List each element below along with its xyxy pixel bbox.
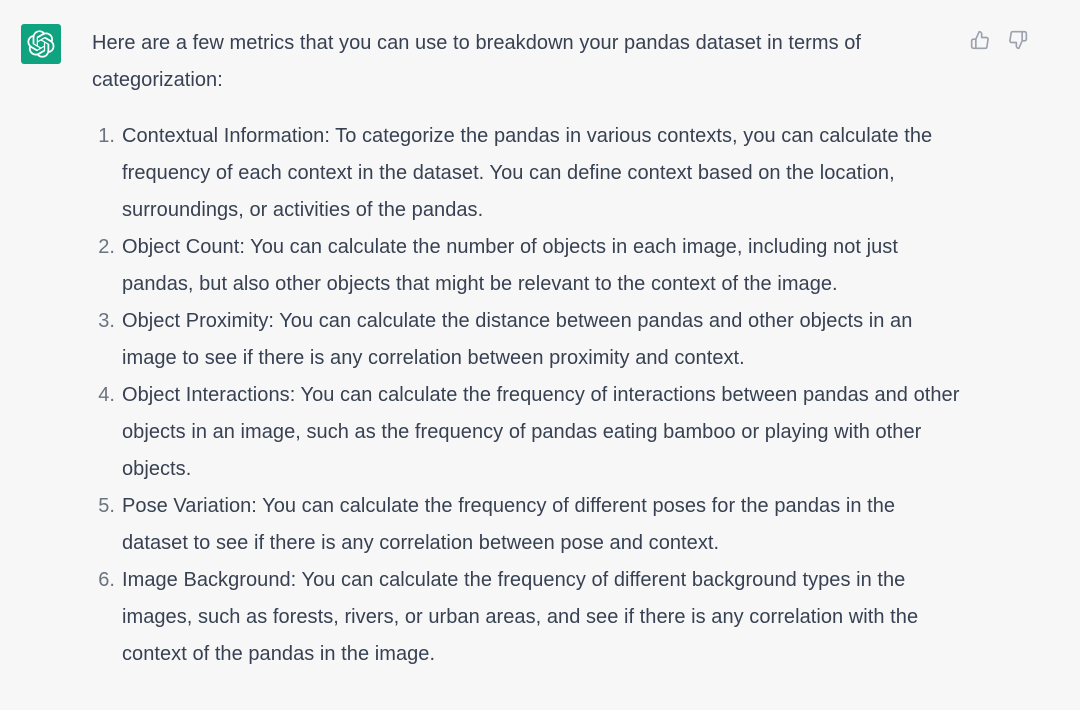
list-item-number: 6. bbox=[98, 569, 115, 591]
list-item bbox=[92, 562, 962, 673]
list-item-number: 2. bbox=[98, 236, 115, 258]
list-item-text: Contextual Information: To categorize the pandas in various contexts, you can calculate the frequency of each context in the dataset. You can define context based on the location, surroundings, or activities of the pandas. bbox=[122, 125, 933, 221]
list-item bbox=[92, 229, 962, 303]
list-item-text: Object Proximity: You can calculate the distance between pandas and other objects in an image to see if there is any correlation between proximity and context. bbox=[122, 310, 913, 369]
list-item bbox=[92, 488, 962, 562]
thumbs-up-button[interactable] bbox=[968, 28, 992, 52]
metrics-list bbox=[92, 118, 962, 673]
list-item-number: 5. bbox=[98, 495, 115, 517]
thumbs-up-icon bbox=[970, 30, 990, 50]
openai-logo-icon bbox=[27, 30, 55, 58]
list-item bbox=[92, 118, 962, 229]
list-item-text: Pose Variation: You can calculate the frequency of different poses for the pandas in the dataset to see if there is any correlation between pose and context. bbox=[122, 495, 896, 554]
list-item bbox=[92, 303, 962, 377]
list-item-text: Object Count: You can calculate the number of objects in each image, including not just pandas, but also other objects that might be relevant to the context of the image. bbox=[122, 236, 898, 295]
list-item-number: 1. bbox=[98, 125, 115, 147]
thumbs-down-icon bbox=[1008, 30, 1028, 50]
message-content bbox=[92, 25, 962, 673]
assistant-avatar bbox=[21, 24, 61, 64]
thumbs-down-button[interactable] bbox=[1006, 28, 1030, 52]
list-item-text: Image Background: You can calculate the frequency of different background types in the images, such as forests, rivers, or urban areas, and see if there is any correlation with the context of the pandas in the image. bbox=[122, 569, 919, 665]
list-item bbox=[92, 377, 962, 488]
list-item-text: Object Interactions: You can calculate the frequency of interactions between pandas and other objects in an image, such as the frequency of pandas eating bamboo or playing with other objects. bbox=[122, 384, 960, 480]
list-item-number: 3. bbox=[98, 310, 115, 332]
list-item-number: 4. bbox=[98, 384, 115, 406]
intro-paragraph: Here are a few metrics that you can use to breakdown your pandas dataset in terms of categorization: bbox=[92, 32, 862, 91]
feedback-buttons bbox=[968, 28, 1030, 52]
